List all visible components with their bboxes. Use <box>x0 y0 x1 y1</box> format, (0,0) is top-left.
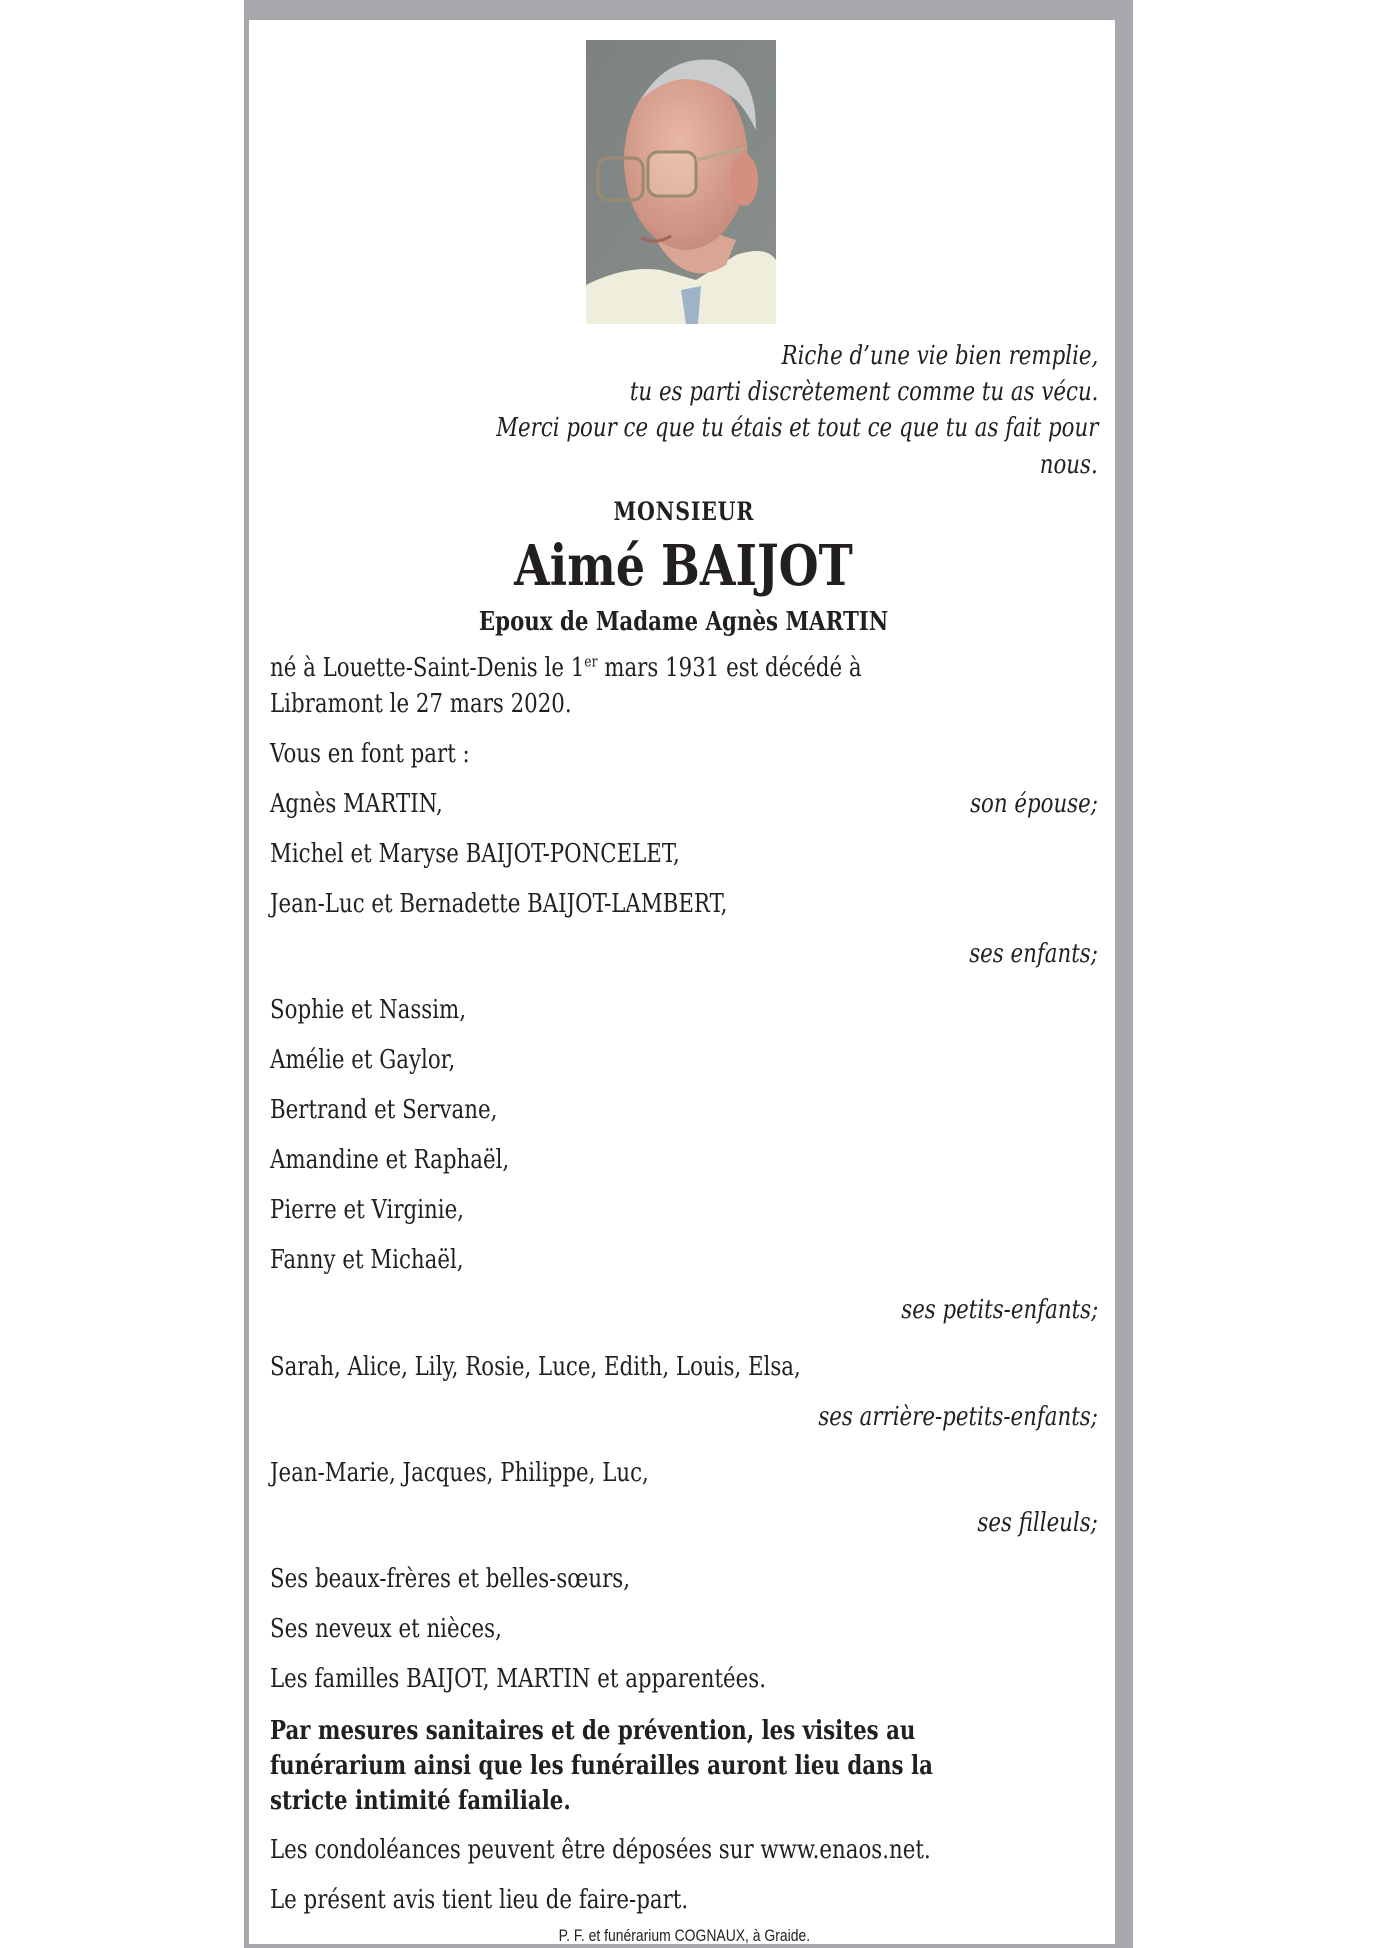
ordinal-superscript: er <box>584 652 598 671</box>
condolences-text: Les condoléances peuvent être déposées sur www.enaos.net. <box>270 1835 931 1865</box>
deceased-name: Aimé BAIJOT <box>514 533 854 599</box>
grandchild-entry: Bertrand et Servane, <box>270 1095 498 1125</box>
funeral-home-credit: P. F. et funérarium COGNAUX, à Graide. <box>558 1926 810 1945</box>
birth-death-line-1 <box>270 652 1098 684</box>
great-grandchildren-entry: Sarah, Alice, Lily, Rosie, Luce, Edith, Louis, Elsa, <box>270 1352 801 1382</box>
godchildren-entry: Jean-Marie, Jacques, Philippe, Luc, <box>270 1458 649 1488</box>
grandchild-entry: Fanny et Michaël, <box>270 1245 464 1275</box>
godchildren-role: ses filleuls; <box>977 1508 1098 1538</box>
grandchild-entry: Pierre et Virginie, <box>270 1195 464 1225</box>
birth-text: né à Louette-Saint-Denis le 1 <box>270 653 585 683</box>
quote-line-4: nous. <box>1039 450 1098 480</box>
child-entry: Jean-Luc et Bernadette BAIJOT-LAMBERT, <box>270 889 728 919</box>
grandchild-entry: Sophie et Nassim, <box>270 995 467 1025</box>
family-spouse-name: Agnès MARTIN, <box>270 789 443 819</box>
announce-intro: Vous en font part : <box>270 739 470 769</box>
portrait-photo <box>586 40 776 324</box>
grandchildren-role: ses petits-enfants; <box>900 1295 1098 1325</box>
other-family-entry: Les familles BAIJOT, MARTIN et apparentées. <box>270 1664 766 1694</box>
family-spouse-role: son épouse; <box>970 789 1098 819</box>
children-role: ses enfants; <box>969 939 1098 969</box>
frame-right-border <box>1115 0 1133 1948</box>
other-family-entry: Ses beaux-frères et belles-sœurs, <box>270 1564 631 1594</box>
sanitary-notice-line-1: Par mesures sanitaires et de prévention, les visites au <box>270 1716 916 1746</box>
quote-line-3: Merci pour ce que tu étais et tout ce que tu as fait pour <box>495 413 1098 443</box>
spouse-line: Epoux de Madame Agnès MARTIN <box>479 607 889 637</box>
sanitary-notice-line-3: stricte intimité familiale. <box>270 1786 571 1816</box>
faire-part-text: Le présent avis tient lieu de faire-part. <box>270 1885 689 1915</box>
frame-top-border <box>244 0 1133 20</box>
quote-line-1: Riche d’une vie bien remplie, <box>781 341 1098 371</box>
child-entry: Michel et Maryse BAIJOT-PONCELET, <box>270 839 680 869</box>
other-family-entry: Ses neveux et nièces, <box>270 1614 502 1644</box>
grandchild-entry: Amélie et Gaylor, <box>270 1045 456 1075</box>
honorific-title: MONSIEUR <box>613 497 755 526</box>
great-grandchildren-role: ses arrière-petits-enfants; <box>818 1402 1098 1432</box>
sanitary-notice-line-2: funérarium ainsi que les funérailles auront lieu dans la <box>270 1751 933 1781</box>
death-text: mars 1931 est décédé à <box>597 653 862 683</box>
grandchild-entry: Amandine et Raphaël, <box>270 1145 510 1175</box>
portrait-image <box>586 40 776 324</box>
birth-death-line-2: Libramont le 27 mars 2020. <box>270 689 572 719</box>
quote-line-2: tu es parti discrètement comme tu as vécu. <box>629 377 1098 407</box>
